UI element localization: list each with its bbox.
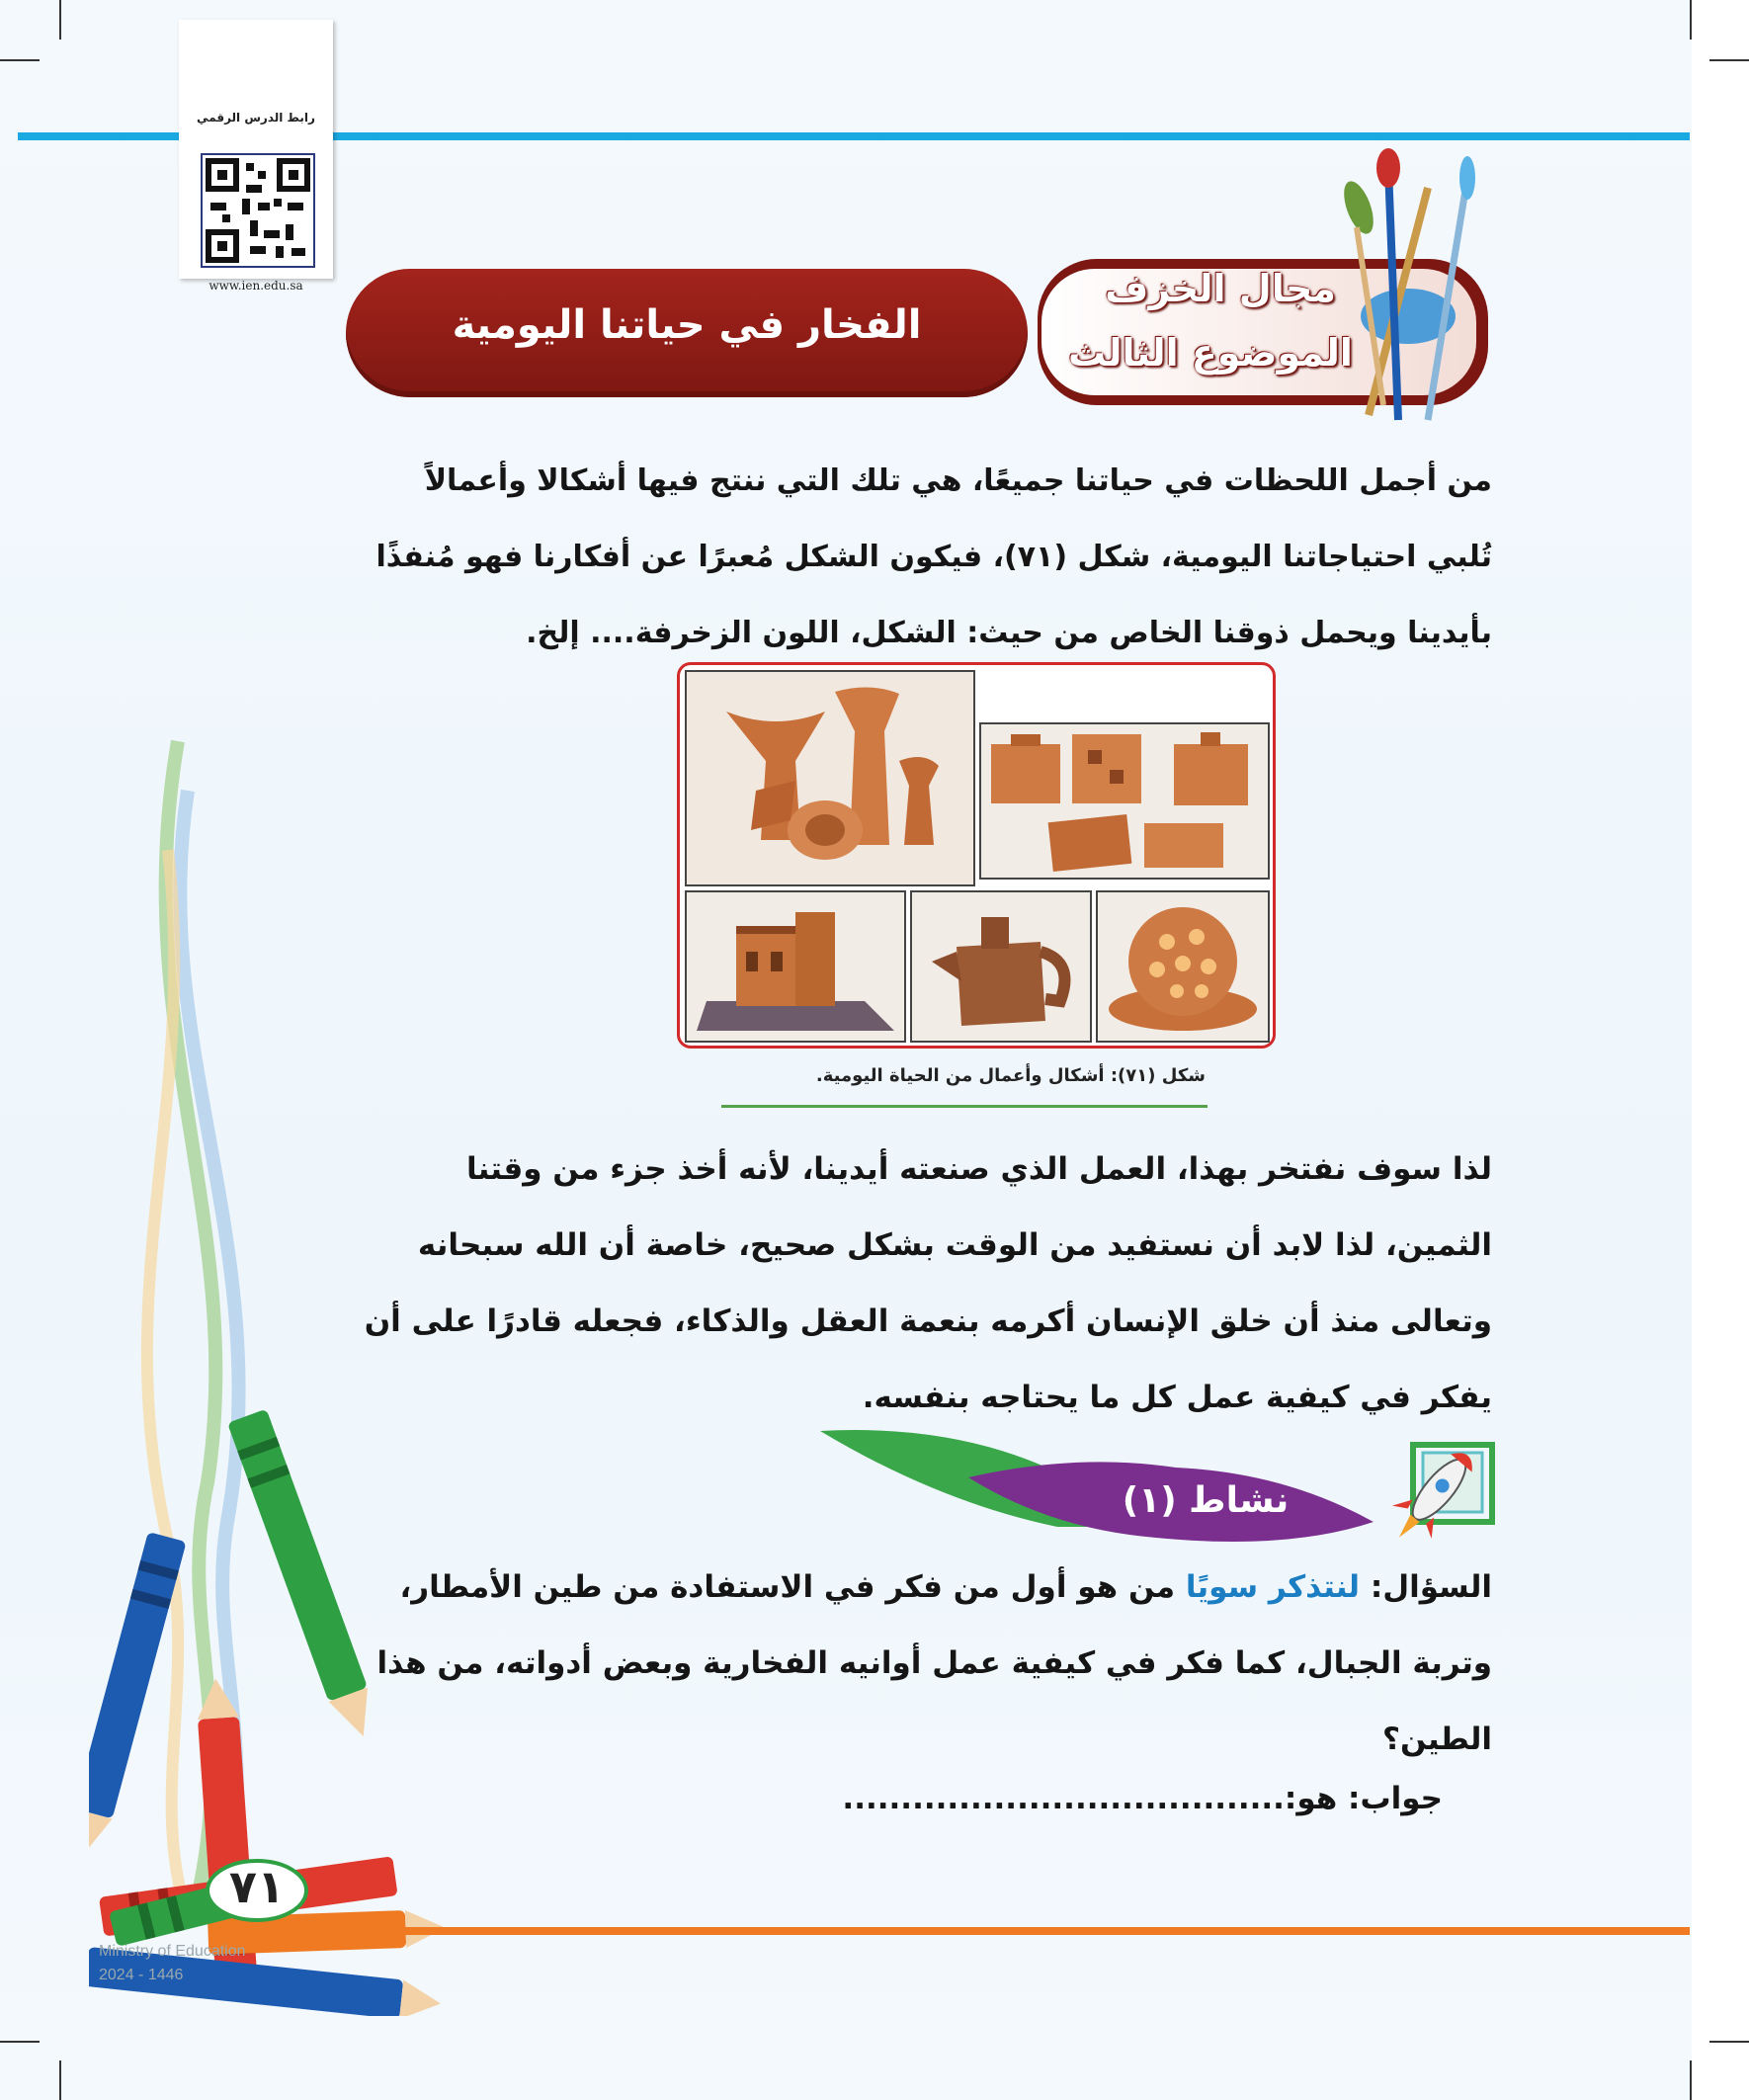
body-line: يفكر في كيفية عمل كل ما يحتاجه بنفسه.: [862, 1380, 1492, 1415]
crop-mark: [59, 2060, 61, 2100]
crop-mark: [0, 2041, 40, 2043]
body-line: لذا سوف نفتخر بهذا، العمل الذي صنعته أيدينا، لأنه أخذ جزء من وقتنا: [466, 1151, 1492, 1187]
body-line: الثمين، لذا لابد أن نستفيد من الوقت بشكل صحيح، خاصة أن الله سبحانه: [417, 1227, 1492, 1263]
caption-underline: [721, 1105, 1208, 1108]
house-model-photo: [685, 890, 906, 1043]
question-line: [326, 1550, 1492, 1626]
question-line: وتربة الجبال، كما فكر في كيفية عمل أوانيه الفخارية وبعض أدواته، من هذا: [376, 1645, 1492, 1681]
page-title: الفخار في حياتنا اليومية: [452, 302, 922, 348]
footer-rule: [296, 1927, 1690, 1935]
intro-line: من أجمل اللحظات في حياتنا جميعًا، هي تلك التي ننتج فيها أشكالا وأعمالاً: [424, 463, 1492, 498]
qr-card[interactable]: [179, 20, 333, 293]
crop-mark: [1709, 2041, 1749, 2043]
qr-code[interactable]: [201, 153, 315, 268]
question-paragraph: [326, 1550, 1492, 1778]
qr-url[interactable]: www.ien.edu.sa: [208, 279, 303, 293]
vases-photo: [685, 670, 975, 886]
intro-line: تُلبي احتياجاتنا اليومية، شكل (٧١)، فيكون الشكل مُعبرًا عن أفكارنا فهو مُنفذًا: [375, 540, 1492, 574]
crop-mark: [1690, 2060, 1692, 2100]
ministry-label: Ministry of Education: [99, 1943, 246, 1960]
figure-caption: شكل (٧١): أشكال وأعمال من الحياة اليومية.: [815, 1065, 1206, 1086]
topic-label: الموضوع الثالث: [1068, 331, 1353, 375]
crop-mark: [59, 0, 61, 40]
question-prefix: السؤال:: [1370, 1569, 1492, 1605]
body-paragraph: [326, 1132, 1492, 1436]
boxes-photo: [979, 722, 1270, 880]
paint-brushes-icon: [1329, 148, 1487, 425]
body-line: وتعالى منذ أن خلق الإنسان أكرمه بنعمة العقل والذكاء، فجعله قادرًا على أن: [364, 1303, 1492, 1339]
pottery-figure: [677, 662, 1276, 1049]
question-line: الطين؟: [1382, 1722, 1492, 1757]
crop-mark: [1690, 0, 1692, 40]
activity-label: نشاط (١): [1122, 1480, 1290, 1521]
crop-mark: [0, 59, 40, 61]
crop-mark: [1709, 59, 1749, 61]
lantern-photo: [1096, 890, 1270, 1043]
answer-field[interactable]: جواب: هو:......................................: [842, 1781, 1443, 1816]
jug-photo: [910, 890, 1092, 1043]
question-rest: من هو أول من فكر في الاستفادة من طين الأمطار،: [399, 1569, 1176, 1605]
question-highlight: لنتذكر سويًا: [1185, 1569, 1361, 1605]
domain-label: مجال الخزف: [1105, 267, 1336, 310]
rocket-icon: [1383, 1443, 1482, 1552]
intro-paragraph: [326, 443, 1492, 671]
year-label: 2024 - 1446: [99, 1967, 184, 1983]
intro-line: بأيدينا ويحمل ذوقنا الخاص من حيث: الشكل، اللون الزخرفة.... إلخ.: [526, 616, 1492, 650]
page-number: ٧١: [228, 1860, 286, 1913]
qr-title: رابط الدرس الرقمي: [197, 111, 315, 125]
